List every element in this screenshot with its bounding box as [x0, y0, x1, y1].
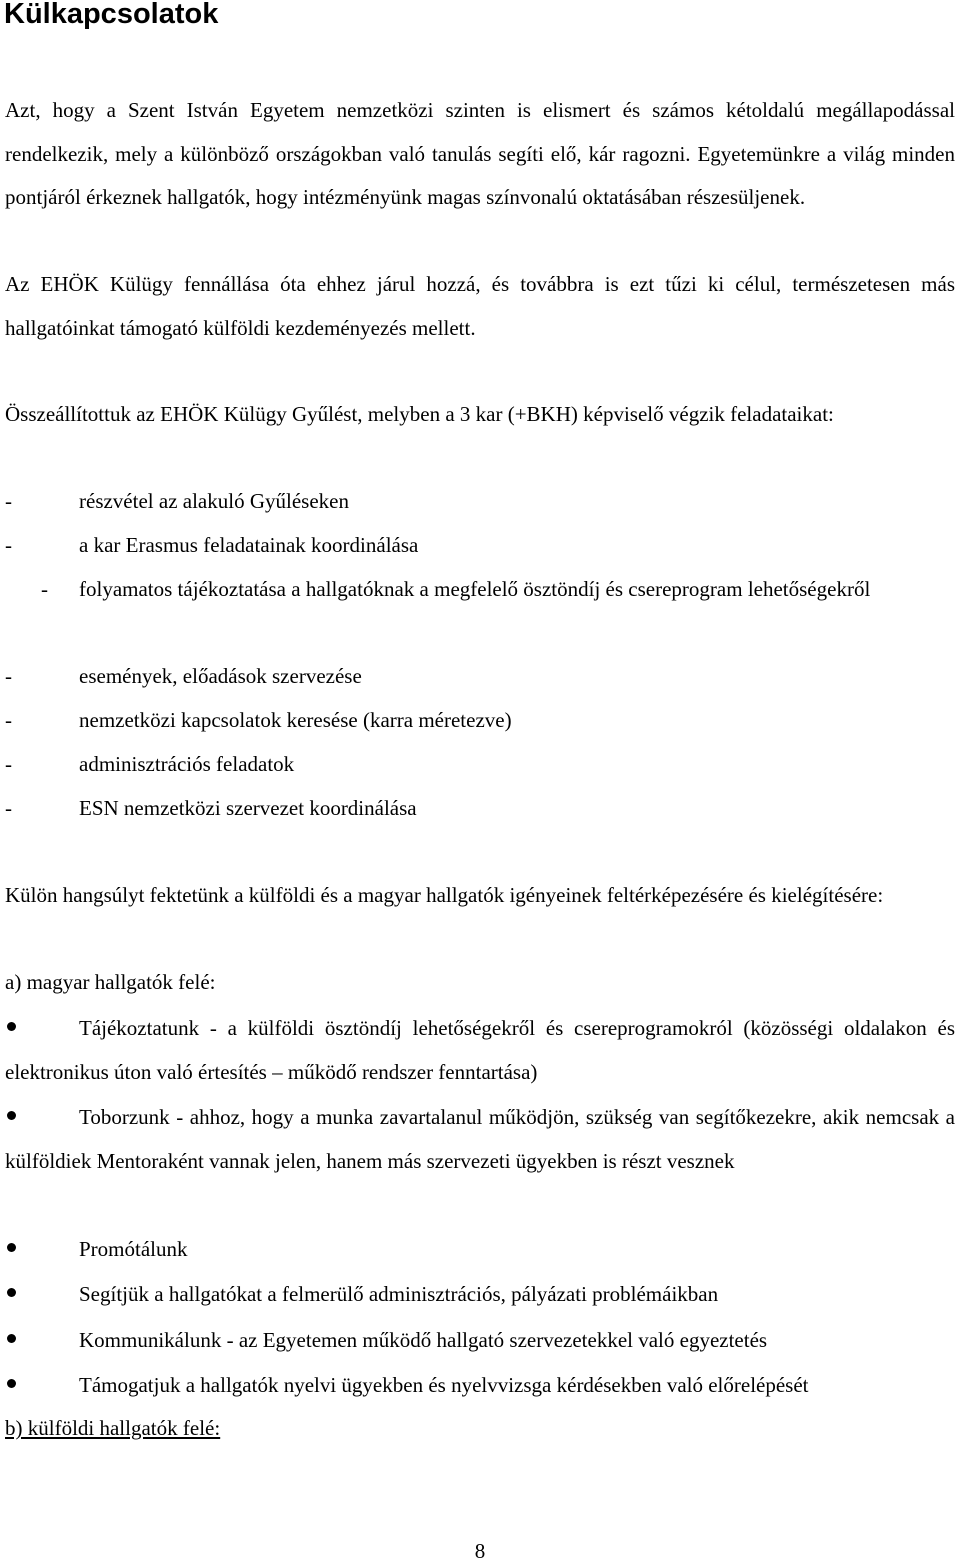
page-number: 8: [474, 1539, 486, 1563]
task-list-item: - folyamatos tájékoztatása a hallgatóknak a megfelelő ösztöndíj és csereprogram lehetőségekről: [5, 568, 955, 612]
bullet-marker: [7, 1379, 16, 1388]
bullet-list-item: Kommunikálunk - az Egyetemen működő hallgató szervezetekkel való egyeztetés: [5, 1318, 955, 1362]
section-b-heading: b) külföldi hallgatók felé:: [5, 1416, 221, 1440]
task-list-item: - ESN nemzetközi szervezet koordinálása: [5, 787, 955, 831]
bullet-marker: [7, 1288, 16, 1297]
bullet-list-item: Tájékoztatunk - a külföldi ösztöndíj lehetőségekről és csereprogramokról (közösségi oldalakon és elektronikus úton való értesítés – működő rendszer fenntartása): [5, 1016, 955, 1084]
section-a-heading: a) magyar hallgatók felé:: [5, 970, 216, 994]
tasks-intro-paragraph: Összeállítottuk az EHÖK Külügy Gyűlést, melyben a 3 kar (+BKH) képviselő végzik feladataikat:: [5, 402, 834, 426]
bullet-marker: [7, 1022, 16, 1031]
bullet-marker: [7, 1243, 16, 1252]
bullet-list-item: Támogatjuk a hallgatók nyelvi ügyekben és nyelvvizsga kérdésekben való előrelépését: [5, 1363, 955, 1407]
dash-marker: -: [5, 489, 12, 513]
bullet-list-item: Toborzunk - ahhoz, hogy a munka zavartalanul működjön, szükség van segítőkezekre, akik nemcsak a külföldiek Mentoraként vannak jelen, hanem más szervezeti ügyekben is részt vesznek: [5, 1105, 955, 1173]
page-title: Külkapcsolatok: [4, 0, 219, 30]
intro-paragraph-1: Azt, hogy a Szent István Egyetem nemzetközi szinten is elismert és számos kétoldalú megállapodással rendelkezik, mely a különböző országokban való tanulás segíti elő, kár ragozni. Egyetemünkre a világ minden pontjáról érkeznek hallgatók, hogy intézményünk magas színvonalú oktatásában részesüljenek.: [5, 98, 955, 209]
task-list-item: - részvétel az alakuló Gyűléseken: [5, 480, 955, 524]
task-list-item: - adminisztrációs feladatok: [5, 743, 955, 787]
task-list-item: - a kar Erasmus feladatainak koordinálása: [5, 524, 955, 568]
bullet-list-item: Promótálunk: [5, 1227, 955, 1271]
intro-paragraph-2: Az EHÖK Külügy fennállása óta ehhez járul hozzá, és továbbra is ezt tűzi ki célul, természetesen más hallgatóinkat támogató külföldi kezdeményezés mellett.: [5, 272, 955, 340]
dash-marker: -: [5, 533, 12, 557]
bullet-marker: [7, 1334, 16, 1343]
bullet-marker: [7, 1111, 16, 1120]
dash-marker: -: [5, 752, 12, 776]
task-list-item: - események, előadások szervezése: [5, 655, 955, 699]
bullet-list-item: Segítjük a hallgatókat a felmerülő adminisztrációs, pályázati problémáikban: [5, 1272, 955, 1316]
focus-intro-paragraph: Külön hangsúlyt fektetünk a külföldi és a magyar hallgatók igényeinek feltérképezésére és kielégítésére:: [5, 883, 884, 907]
dash-marker: -: [5, 796, 12, 820]
dash-marker: -: [41, 577, 48, 601]
dash-marker: -: [5, 708, 12, 732]
dash-marker: -: [5, 664, 12, 688]
task-list-item: - nemzetközi kapcsolatok keresése (karra méretezve): [5, 699, 955, 743]
